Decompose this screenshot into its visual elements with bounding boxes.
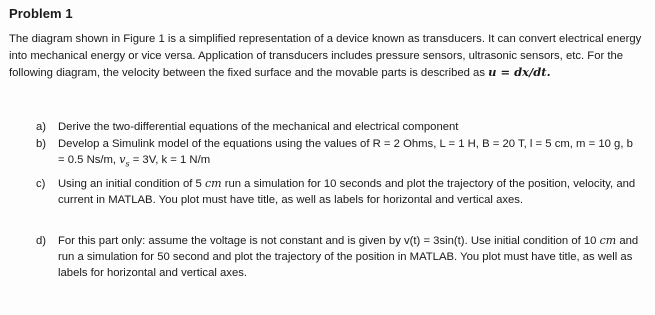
question-text-part: run a simulation for 10 seconds and plot the trajectory of the position, velocity, and current in MATLAB. You plot must have title, as well as labels for horizontal and vertical axes. xyxy=(58,178,636,207)
source-voltage-symbol: v xyxy=(119,153,126,167)
question-label: c) xyxy=(36,178,46,190)
question-b xyxy=(36,136,642,173)
question-text-part: Using an initial condition of 5 xyxy=(58,178,202,190)
question-label: d) xyxy=(36,235,47,247)
unit-cm: cm xyxy=(599,234,617,247)
question-label: b) xyxy=(36,138,47,150)
question-text xyxy=(58,176,642,208)
unit-cm: cm xyxy=(204,177,222,190)
problem-title: Problem 1 xyxy=(9,6,73,21)
question-a xyxy=(36,119,642,135)
question-text-part: Develop a Simulink model of the equations using the values of R = 2 Ohms, L = 1 H, B = 20 T, l = 5 cm, m = 10 g, b = 0.5 Ns/m, xyxy=(58,138,633,167)
question-text-part: and run a simulation for 50 second and plot the trajectory of the position in MATLAB. You plot must have title, as well as labels for horizontal and vertical axes. xyxy=(58,235,639,280)
problem-intro xyxy=(9,31,649,82)
question-c xyxy=(36,176,642,208)
intro-text: The diagram shown in Figure 1 is a simplified representation of a device known as transducers. It can convert electrical energy into mechanical energy or vice versa. Application of transducers includes pressure sensors, ultrasonic sensors, etc. For the following diagram, the velocity between the fixed surface and the movable parts is described as xyxy=(9,33,642,79)
question-text xyxy=(58,233,642,282)
question-text-part: = 3V, k = 1 N/m xyxy=(132,154,211,167)
question-text-part: For this part only: assume the voltage is not constant and is given by v(t) = 3sin(t). Use initial condition of 10 xyxy=(58,235,597,247)
question-text xyxy=(58,136,642,173)
velocity-equation: u = dx/dt. xyxy=(488,65,551,79)
question-d xyxy=(36,233,642,282)
question-text: Derive the two-differential equations of the mechanical and electrical component xyxy=(58,121,459,133)
source-voltage-subscript: s xyxy=(125,159,130,169)
question-label: a) xyxy=(36,121,47,133)
